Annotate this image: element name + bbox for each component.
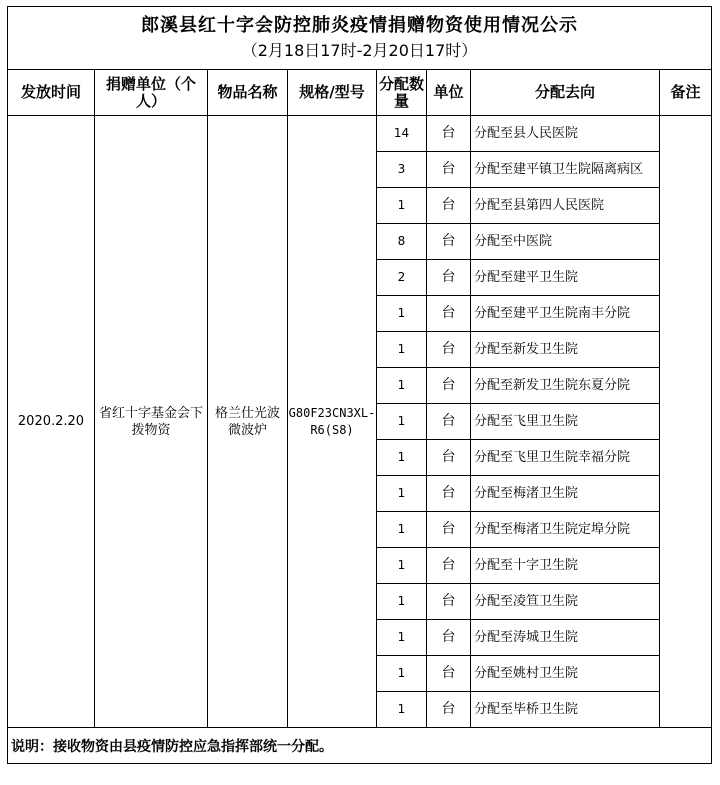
qty-cell: 1 (377, 440, 427, 476)
unit-cell: 台 (427, 548, 471, 584)
header-model: 规格/型号 (288, 70, 377, 116)
qty-cell: 1 (377, 692, 427, 728)
unit-cell: 台 (427, 368, 471, 404)
unit-cell: 台 (427, 332, 471, 368)
qty-cell: 1 (377, 620, 427, 656)
unit-cell: 台 (427, 260, 471, 296)
table-body (8, 116, 712, 728)
unit-cell: 台 (427, 152, 471, 188)
unit-cell: 台 (427, 224, 471, 260)
qty-cell: 1 (377, 656, 427, 692)
unit-cell: 台 (427, 512, 471, 548)
destination-cell: 分配至凌笪卫生院 (471, 584, 660, 620)
unit-cell: 台 (427, 620, 471, 656)
header-qty: 分配数量 (377, 70, 427, 116)
destination-cell: 分配至飞里卫生院 (471, 404, 660, 440)
unit-cell: 台 (427, 440, 471, 476)
page-title: 郎溪县红十字会防控肺炎疫情捐赠物资使用情况公示 (141, 15, 578, 36)
header-destination: 分配去向 (471, 70, 660, 116)
qty-cell: 3 (377, 152, 427, 188)
header-remark: 备注 (660, 70, 712, 116)
table-row (8, 116, 712, 152)
destination-cell: 分配至县人民医院 (471, 116, 660, 152)
destination-cell: 分配至新发卫生院东夏分院 (471, 368, 660, 404)
unit-cell: 台 (427, 188, 471, 224)
destination-cell: 分配至梅渚卫生院 (471, 476, 660, 512)
qty-cell: 1 (377, 296, 427, 332)
page-subtitle: （2月18日17时-2月20日17时） (241, 41, 478, 60)
qty-cell: 1 (377, 584, 427, 620)
item-cell: 格兰仕光波微波炉 (208, 116, 288, 728)
header-date: 发放时间 (8, 70, 95, 116)
qty-cell: 2 (377, 260, 427, 296)
destination-cell: 分配至毕桥卫生院 (471, 692, 660, 728)
unit-cell: 台 (427, 296, 471, 332)
header-donor: 捐赠单位（个人） (95, 70, 208, 116)
destination-cell: 分配至姚村卫生院 (471, 656, 660, 692)
footnote: 说明：接收物资由县疫情防控应急指挥部统一分配。 (8, 728, 712, 764)
unit-cell: 台 (427, 656, 471, 692)
destination-cell: 分配至十字卫生院 (471, 548, 660, 584)
destination-cell: 分配至涛城卫生院 (471, 620, 660, 656)
qty-cell: 1 (377, 404, 427, 440)
donor-cell: 省红十字基金会下拨物资 (95, 116, 208, 728)
unit-cell: 台 (427, 584, 471, 620)
model-cell: G80F23CN3XL-R6(S8) (288, 116, 377, 728)
qty-cell: 1 (377, 476, 427, 512)
qty-cell: 8 (377, 224, 427, 260)
unit-cell: 台 (427, 116, 471, 152)
remark-cell (660, 116, 712, 728)
qty-cell: 1 (377, 332, 427, 368)
destination-cell: 分配至飞里卫生院幸福分院 (471, 440, 660, 476)
title-block (8, 7, 712, 70)
qty-cell: 1 (377, 548, 427, 584)
unit-cell: 台 (427, 404, 471, 440)
destination-cell: 分配至县第四人民医院 (471, 188, 660, 224)
qty-cell: 1 (377, 368, 427, 404)
header-unit: 单位 (427, 70, 471, 116)
qty-cell: 1 (377, 512, 427, 548)
destination-cell: 分配至中医院 (471, 224, 660, 260)
unit-cell: 台 (427, 476, 471, 512)
qty-cell: 1 (377, 188, 427, 224)
header-item: 物品名称 (208, 70, 288, 116)
date-cell: 2020.2.20 (8, 116, 95, 728)
destination-cell: 分配至建平卫生院 (471, 260, 660, 296)
destination-cell: 分配至建平卫生院南丰分院 (471, 296, 660, 332)
destination-cell: 分配至新发卫生院 (471, 332, 660, 368)
donation-table (7, 6, 712, 764)
qty-cell: 14 (377, 116, 427, 152)
destination-cell: 分配至建平镇卫生院隔离病区 (471, 152, 660, 188)
disclosure-sheet (7, 6, 711, 764)
destination-cell: 分配至梅渚卫生院定埠分院 (471, 512, 660, 548)
unit-cell: 台 (427, 692, 471, 728)
